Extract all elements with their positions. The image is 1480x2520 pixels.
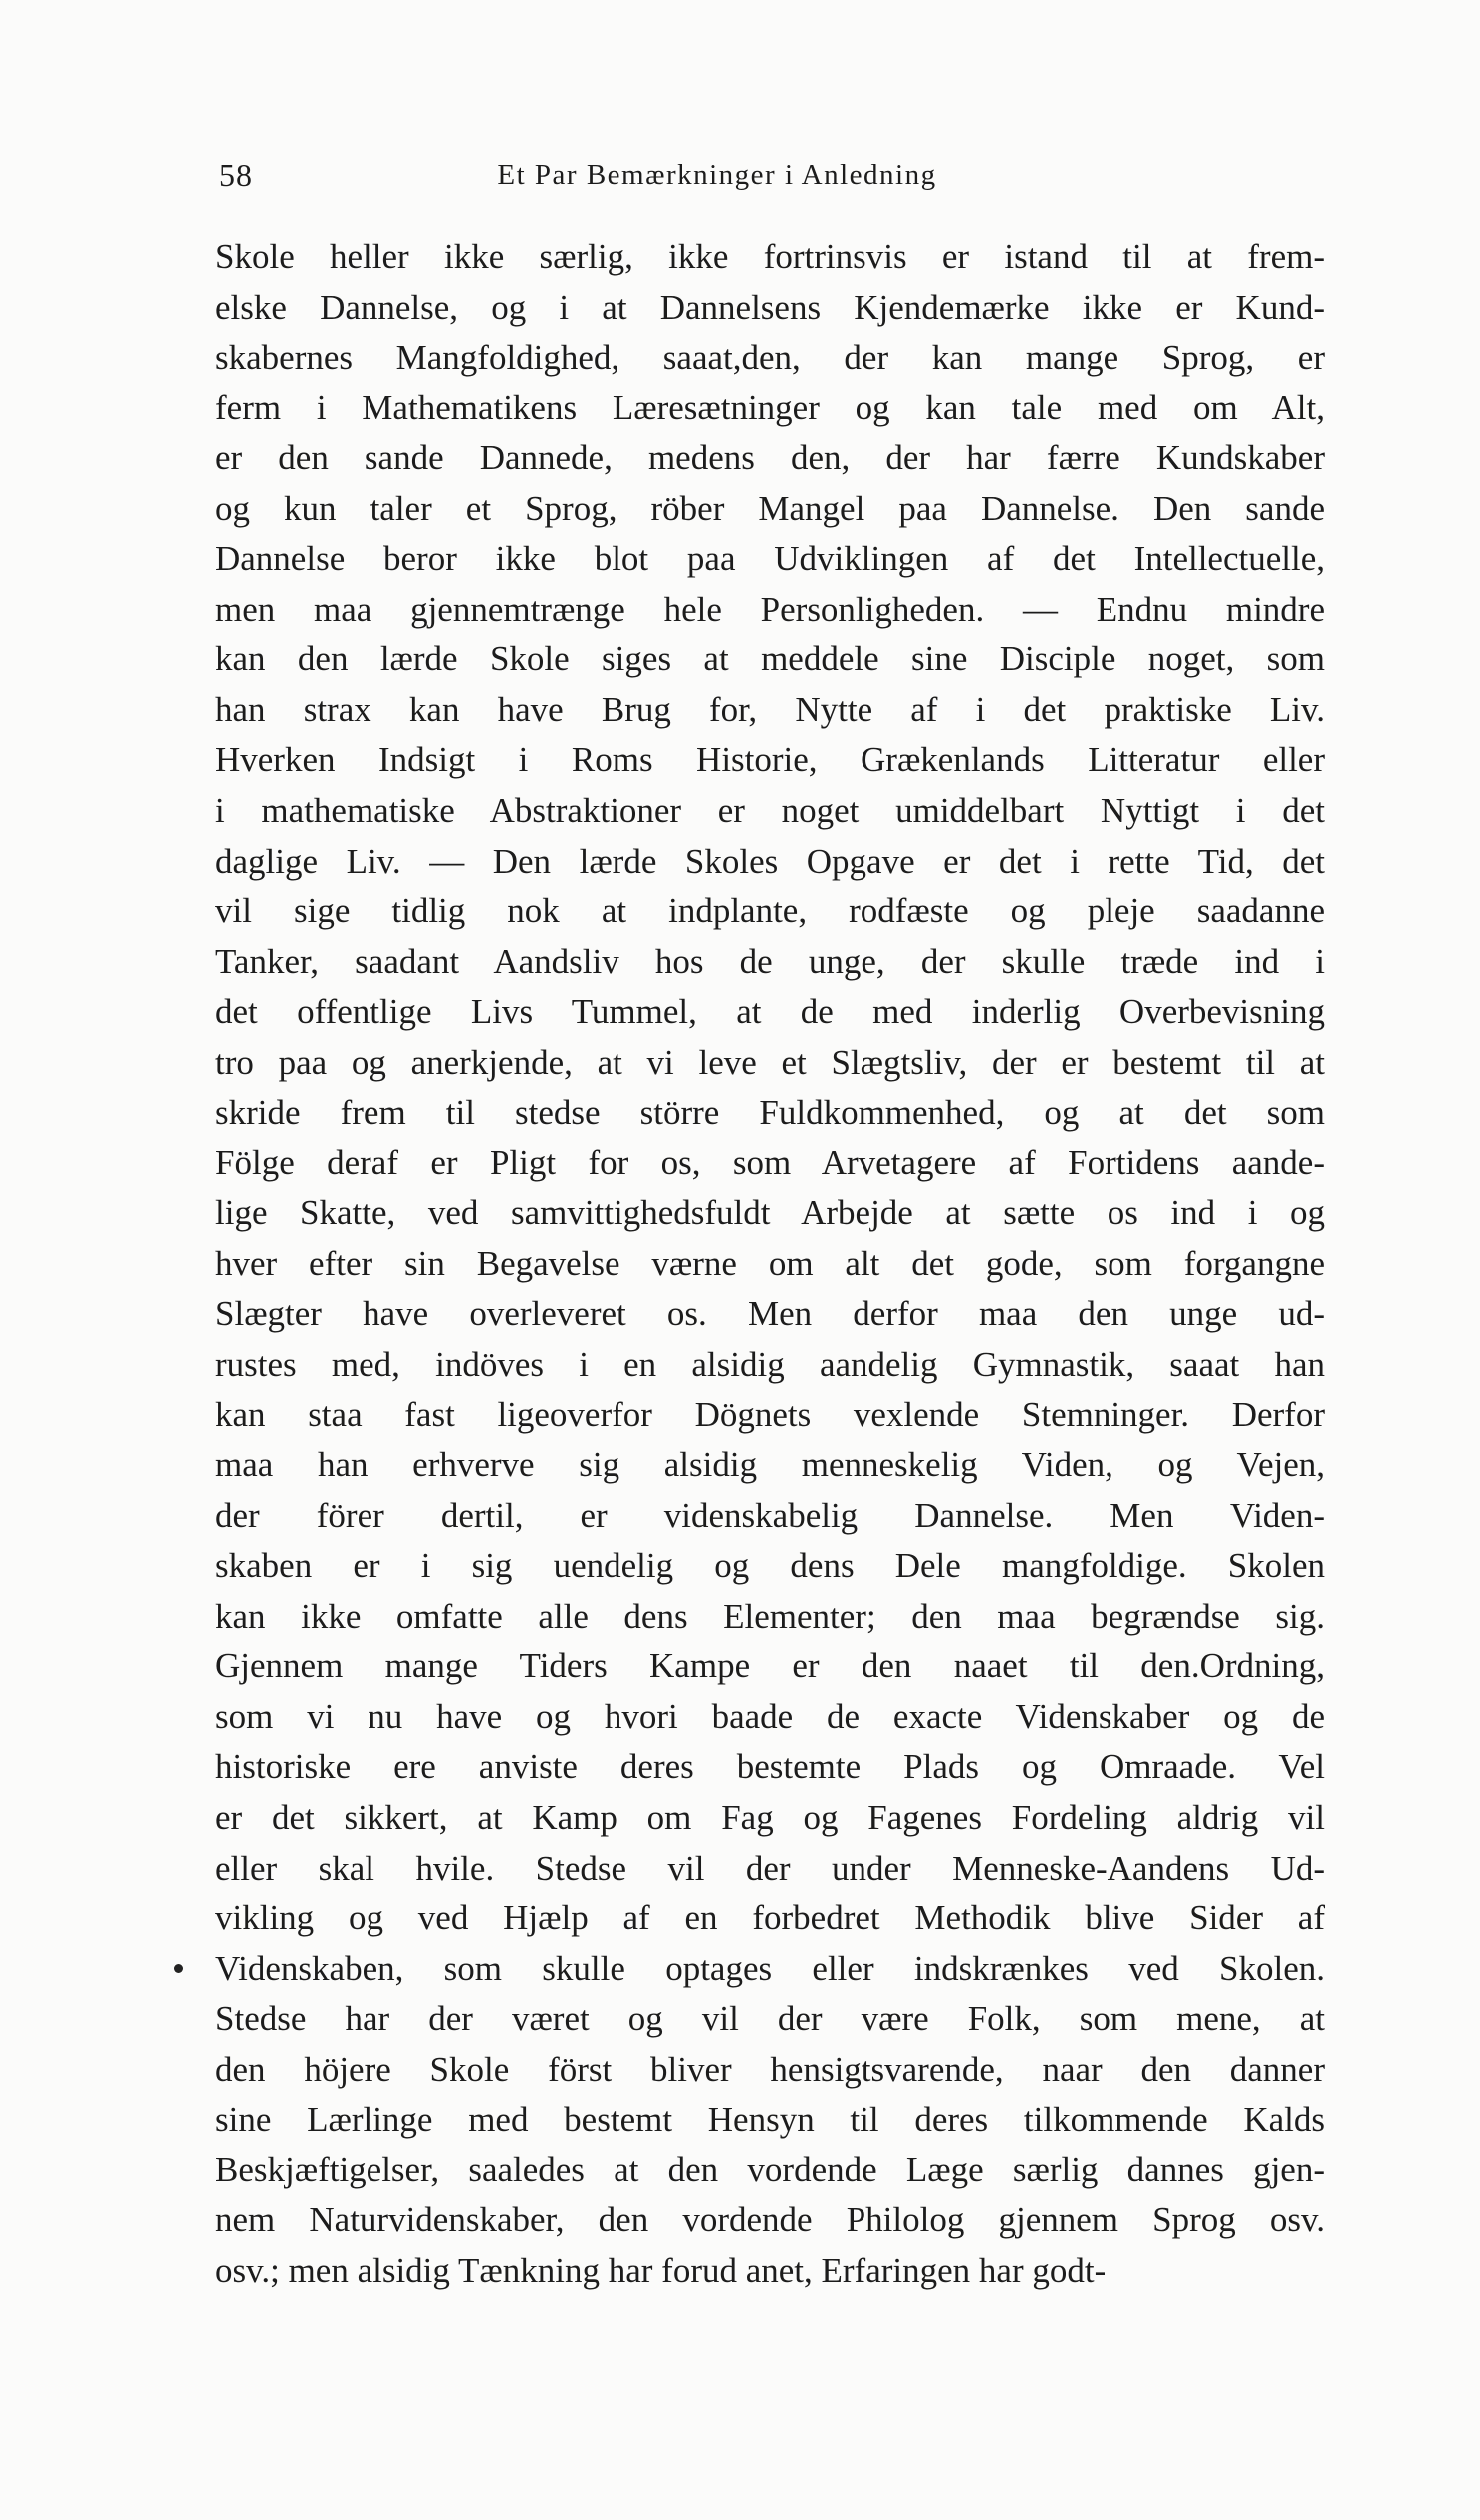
text-line: elske Dannelse, og i at Dannelsens Kjendemærke ikke er Kund-: [215, 287, 1325, 327]
text-line: det offentlige Livs Tummel, at de med inderlig Overbevisning: [215, 992, 1325, 1032]
text-line: osv.; men alsidig Tænkning har forud anet, Erfaringen har godt-: [215, 2250, 1107, 2290]
text-line: Tanker, saadant Aandsliv hos de unge, der skulle træde ind i: [215, 941, 1325, 981]
text-line: Slægter have overleveret os. Men derfor maa den unge ud-: [215, 1294, 1325, 1334]
text-line: historiske ere anviste deres bestemte Plads og Omraade. Vel: [215, 1747, 1325, 1787]
text-line: skabernes Mangfoldighed, saaat,den, der kan mange Sprog, er: [215, 338, 1325, 378]
text-line: Beskjæftigelser, saaledes at den vordende Læge særlig dannes gjen-: [215, 2149, 1325, 2189]
text-line: rustes med, indöves i en alsidig aandelig Gymnastik, saaat han: [215, 1345, 1325, 1385]
text-line: Dannelse beror ikke blot paa Udviklingen af det Intellectuelle,: [215, 539, 1325, 579]
running-head: [219, 157, 1215, 197]
text-line: kan ikke omfatte alle dens Elementer; den maa begrændse sig.: [215, 1596, 1325, 1636]
text-line: Gjennem mange Tiders Kampe er den naaet til den.Ordning,: [215, 1646, 1325, 1686]
page-number: 58: [219, 157, 253, 193]
text-line: vikling og ved Hjælp af en forbedret Methodik blive Sider af: [215, 1898, 1325, 1938]
text-line: som vi nu have og hvori baade de exacte Videnskaber og de: [215, 1696, 1325, 1736]
text-line: er det sikkert, at Kamp om Fag og Fagenes Fordeling aldrig vil: [215, 1797, 1325, 1837]
text-line: kan staa fast ligeoverfor Dögnets vexlende Stemninger. Derfor: [215, 1394, 1325, 1434]
page-header-title: Et Par Bemærkninger i Anledning: [497, 159, 937, 191]
text-line: i mathematiske Abstraktioner er noget umiddelbart Nyttigt i det: [215, 791, 1325, 831]
text-line: Stedse har der været og vil der være Folk, som mene, at: [215, 1999, 1325, 2039]
ink-speck: [174, 1964, 183, 1973]
text-line: han strax kan have Brug for, Nytte af i det praktiske Liv.: [215, 689, 1325, 729]
text-line: men maa gjennemtrænge hele Personligheden. — Endnu mindre: [215, 589, 1325, 629]
text-line: daglige Liv. — Den lærde Skoles Opgave er det i rette Tid, det: [215, 841, 1325, 881]
text-line: sine Lærlinge med bestemt Hensyn til deres tilkommende Kalds: [215, 2100, 1325, 2140]
text-line: ferm i Mathematikens Læresætninger og kan tale med om Alt,: [215, 387, 1325, 427]
text-line: tro paa og anerkjende, at vi leve et Slægtsliv, der er bestemt til at: [215, 1042, 1325, 1082]
text-line: og kun taler et Sprog, röber Mangel paa Dannelse. Den sande: [215, 488, 1325, 528]
text-line: den höjere Skole först bliver hensigtsvarende, naar den danner: [215, 2049, 1325, 2089]
text-line: er den sande Dannede, medens den, der har færre Kundskaber: [215, 438, 1325, 478]
text-line: der förer dertil, er videnskabelig Dannelse. Men Viden-: [215, 1495, 1325, 1535]
text-line: Hverken Indsigt i Roms Historie, Grækenlands Litteratur eller: [215, 740, 1325, 780]
text-line: lige Skatte, ved samvittighedsfuldt Arbejde at sætte os ind i og: [215, 1193, 1325, 1233]
text-line: Fölge deraf er Pligt for os, som Arvetagere af Fortidens aande-: [215, 1142, 1325, 1182]
text-line: eller skal hvile. Stedse vil der under Menneske-Aandens Ud-: [215, 1848, 1325, 1888]
text-line: kan den lærde Skole siges at meddele sine Disciple noget, som: [215, 639, 1325, 679]
body-text: [215, 232, 1325, 2296]
text-line: vil sige tidlig nok at indplante, rodfæste og pleje saadanne: [215, 891, 1325, 931]
text-line: maa han erhverve sig alsidig menneskelig Viden, og Vejen,: [215, 1445, 1325, 1485]
text-line: Videnskaben, som skulle optages eller indskrænkes ved Skolen.: [215, 1948, 1325, 1988]
text-line: nem Naturvidenskaber, den vordende Philolog gjennem Sprog osv.: [215, 2200, 1325, 2240]
text-line: skride frem til stedse större Fuldkommenhed, og at det som: [215, 1093, 1325, 1133]
text-line: Skole heller ikke særlig, ikke fortrinsvis er istand til at frem-: [215, 237, 1325, 276]
text-line: hver efter sin Begavelse værne om alt det gode, som forgangne: [215, 1243, 1325, 1283]
text-line: skaben er i sig uendelig og dens Dele mangfoldige. Skolen: [215, 1546, 1325, 1586]
